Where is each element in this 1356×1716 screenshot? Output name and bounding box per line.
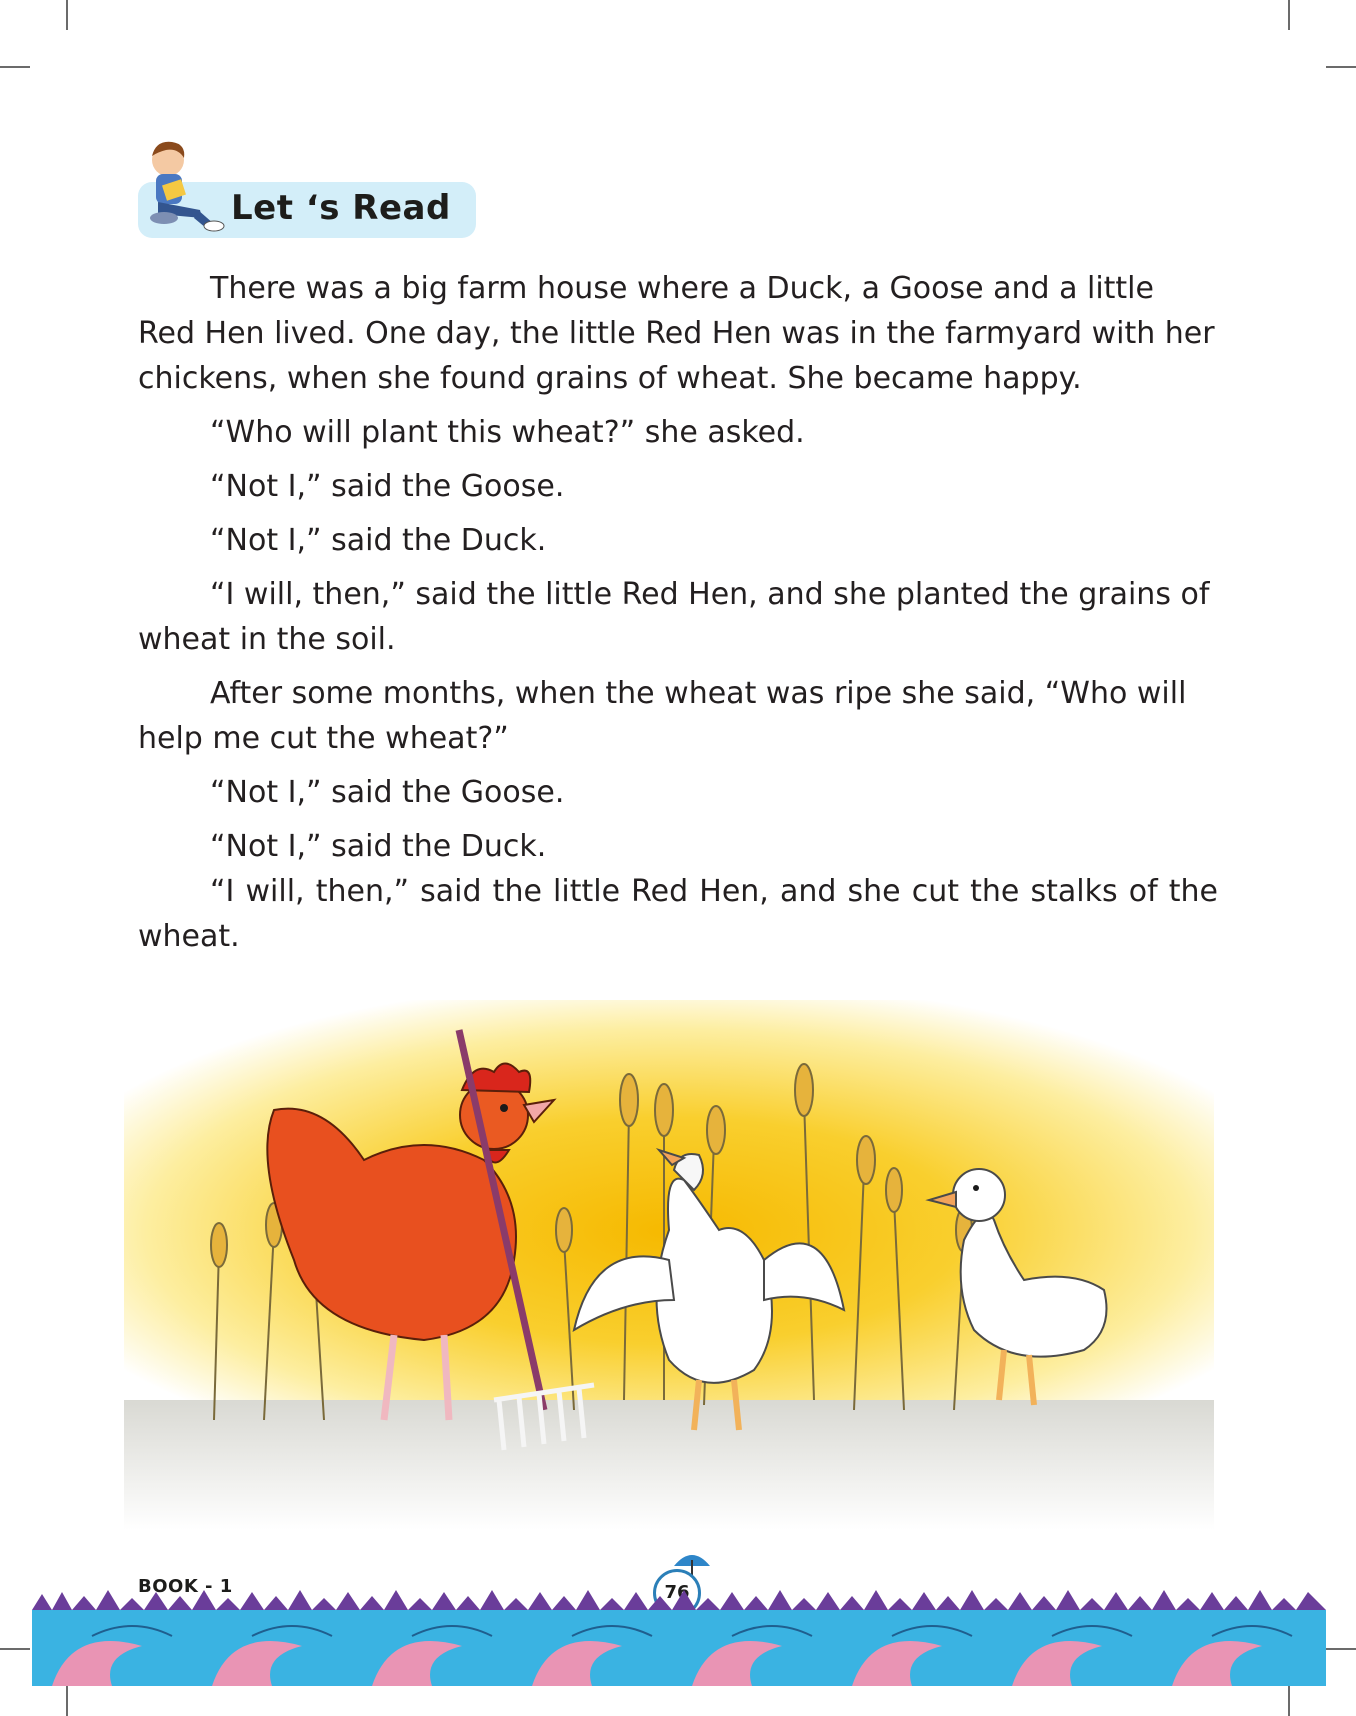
story-paragraph: “Who will plant this wheat?” she asked. [210, 415, 805, 450]
decorative-border [32, 1586, 1326, 1686]
story-paragraph: “I will, then,” said the little Red Hen, and she cut the stalks of the wheat. [138, 874, 1218, 954]
story-paragraph: There was a big farm house where a Duck, a Goose and a little Red Hen lived. One day, the little Red Hen was in the farmyard with her chickens, when she found grains of wheat. She became happy. [138, 271, 1215, 396]
header-title: Let ‘s Read [231, 188, 451, 228]
tree-silhouettes [32, 1590, 1326, 1610]
story-paragraph: After some months, when the wheat was ripe she said, “Who will help me cut the wheat?” [138, 676, 1187, 756]
story-text [138, 266, 1218, 968]
story-paragraph: “Not I,” said the Goose. [210, 775, 565, 810]
page-number: 76 [653, 1569, 701, 1617]
book-label: BOOK - 1 [138, 1576, 233, 1597]
story-paragraph: “Not I,” said the Duck. [210, 829, 547, 864]
story-paragraph: “Not I,” said the Duck. [210, 523, 547, 558]
crop-mark [1326, 66, 1356, 68]
crop-mark [1288, 1686, 1290, 1716]
ground [124, 1400, 1214, 1530]
crop-mark [66, 1686, 68, 1716]
crop-mark [66, 0, 68, 30]
reading-boy-icon [138, 138, 238, 234]
crop-mark [0, 1648, 30, 1650]
section-header [138, 138, 478, 238]
story-paragraph: “I will, then,” said the little Red Hen, and she planted the grains of wheat in the soil. [138, 577, 1210, 657]
crop-mark [0, 66, 30, 68]
crop-mark [1288, 0, 1290, 30]
story-paragraph: “Not I,” said the Goose. [210, 469, 565, 504]
crop-mark [1326, 1648, 1356, 1650]
farm-illustration [124, 1000, 1214, 1530]
